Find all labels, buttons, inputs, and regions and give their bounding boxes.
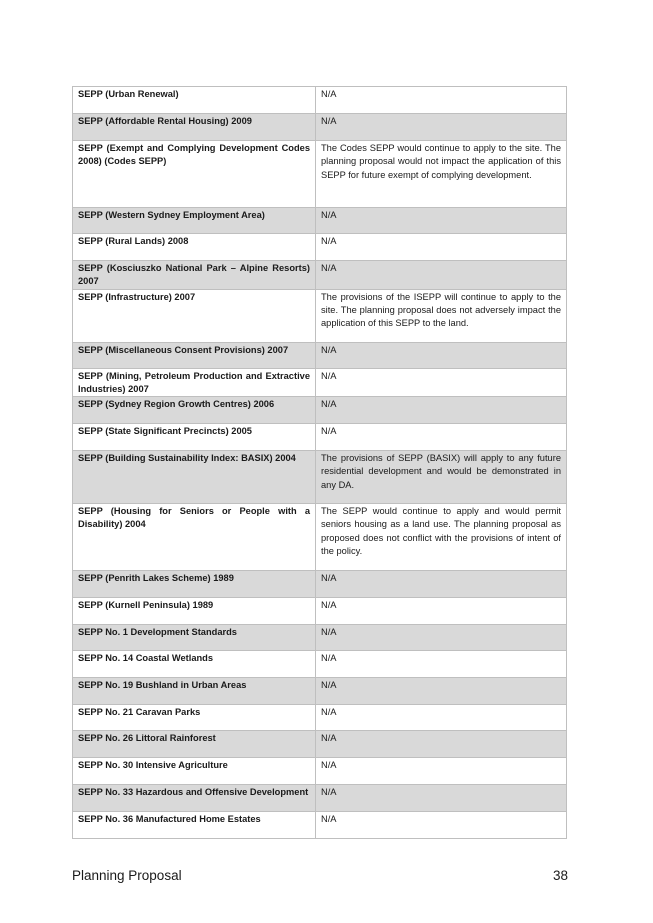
table-row bbox=[73, 705, 567, 731]
table-row bbox=[73, 368, 567, 397]
comment-cell: N/A bbox=[316, 397, 567, 424]
footer-document-title: Planning Proposal bbox=[72, 868, 182, 883]
table-row bbox=[73, 342, 567, 368]
comment-cell: N/A bbox=[316, 368, 567, 397]
comment-cell: The provisions of the ISEPP will continue to apply to the site. The planning proposal does not adversely impact the application of this SEPP to the land. bbox=[316, 289, 567, 342]
policy-cell: SEPP (Rural Lands) 2008 bbox=[73, 234, 316, 261]
policy-cell: SEPP No. 33 Hazardous and Offensive Development bbox=[73, 785, 316, 812]
table-row bbox=[73, 397, 567, 424]
comment-cell: N/A bbox=[316, 731, 567, 758]
policy-cell: SEPP (Urban Renewal) bbox=[73, 87, 316, 114]
table-row bbox=[73, 731, 567, 758]
comment-cell: N/A bbox=[316, 261, 567, 290]
policy-cell: SEPP (Sydney Region Growth Centres) 2006 bbox=[73, 397, 316, 424]
comment-cell: The Codes SEPP would continue to apply to the site. The planning proposal would not impact the application of this SEPP for future exempt of complying development. bbox=[316, 141, 567, 208]
table-row bbox=[73, 571, 567, 598]
policy-cell: SEPP (Kosciuszko National Park – Alpine Resorts) 2007 bbox=[73, 261, 316, 290]
comment-cell: N/A bbox=[316, 342, 567, 368]
policy-cell: SEPP (Kurnell Peninsula) 1989 bbox=[73, 598, 316, 625]
sepp-table bbox=[72, 86, 567, 839]
table-row bbox=[73, 114, 567, 141]
comment-cell: N/A bbox=[316, 785, 567, 812]
table-row bbox=[73, 208, 567, 234]
policy-cell: SEPP No. 21 Caravan Parks bbox=[73, 705, 316, 731]
comment-cell: N/A bbox=[316, 812, 567, 839]
table-row bbox=[73, 87, 567, 114]
policy-cell: SEPP (Housing for Seniors or People with a Disability) 2004 bbox=[73, 504, 316, 571]
table-row bbox=[73, 812, 567, 839]
comment-cell: N/A bbox=[316, 651, 567, 678]
table-row bbox=[73, 451, 567, 504]
comment-cell: N/A bbox=[316, 87, 567, 114]
policy-cell: SEPP (State Significant Precincts) 2005 bbox=[73, 424, 316, 451]
table-row bbox=[73, 424, 567, 451]
comment-cell: N/A bbox=[316, 424, 567, 451]
policy-cell: SEPP No. 26 Littoral Rainforest bbox=[73, 731, 316, 758]
table-row bbox=[73, 785, 567, 812]
policy-cell: SEPP (Building Sustainability Index: BASIX) 2004 bbox=[73, 451, 316, 504]
comment-cell: N/A bbox=[316, 208, 567, 234]
table-row bbox=[73, 234, 567, 261]
table-row bbox=[73, 261, 567, 290]
comment-cell: N/A bbox=[316, 705, 567, 731]
table-row bbox=[73, 504, 567, 571]
comment-cell: N/A bbox=[316, 114, 567, 141]
table-row bbox=[73, 141, 567, 208]
policy-cell: SEPP (Exempt and Complying Development Codes 2008) (Codes SEPP) bbox=[73, 141, 316, 208]
policy-cell: SEPP (Mining, Petroleum Production and Extractive Industries) 2007 bbox=[73, 368, 316, 397]
table-row bbox=[73, 678, 567, 705]
policy-cell: SEPP No. 30 Intensive Agriculture bbox=[73, 758, 316, 785]
policy-cell: SEPP (Penrith Lakes Scheme) 1989 bbox=[73, 571, 316, 598]
policy-cell: SEPP No. 36 Manufactured Home Estates bbox=[73, 812, 316, 839]
comment-cell: N/A bbox=[316, 234, 567, 261]
comment-cell: N/A bbox=[316, 598, 567, 625]
table-row bbox=[73, 651, 567, 678]
table-row bbox=[73, 758, 567, 785]
footer-page-number: 38 bbox=[552, 868, 568, 883]
policy-cell: SEPP (Infrastructure) 2007 bbox=[73, 289, 316, 342]
table-row bbox=[73, 289, 567, 342]
comment-cell: The SEPP would continue to apply and would permit seniors housing as a land use. The planning proposal as proposed does not conflict with the provisions of intent of the policy. bbox=[316, 504, 567, 571]
comment-cell: N/A bbox=[316, 758, 567, 785]
policy-cell: SEPP No. 1 Development Standards bbox=[73, 625, 316, 651]
policy-cell: SEPP No. 14 Coastal Wetlands bbox=[73, 651, 316, 678]
comment-cell: The provisions of SEPP (BASIX) will apply to any future residential development and would be demonstrated in any DA. bbox=[316, 451, 567, 504]
policy-cell: SEPP No. 19 Bushland in Urban Areas bbox=[73, 678, 316, 705]
policy-cell: SEPP (Affordable Rental Housing) 2009 bbox=[73, 114, 316, 141]
table-row bbox=[73, 625, 567, 651]
policy-cell: SEPP (Western Sydney Employment Area) bbox=[73, 208, 316, 234]
comment-cell: N/A bbox=[316, 678, 567, 705]
comment-cell: N/A bbox=[316, 625, 567, 651]
policy-cell: SEPP (Miscellaneous Consent Provisions) 2007 bbox=[73, 342, 316, 368]
comment-cell: N/A bbox=[316, 571, 567, 598]
table-row bbox=[73, 598, 567, 625]
